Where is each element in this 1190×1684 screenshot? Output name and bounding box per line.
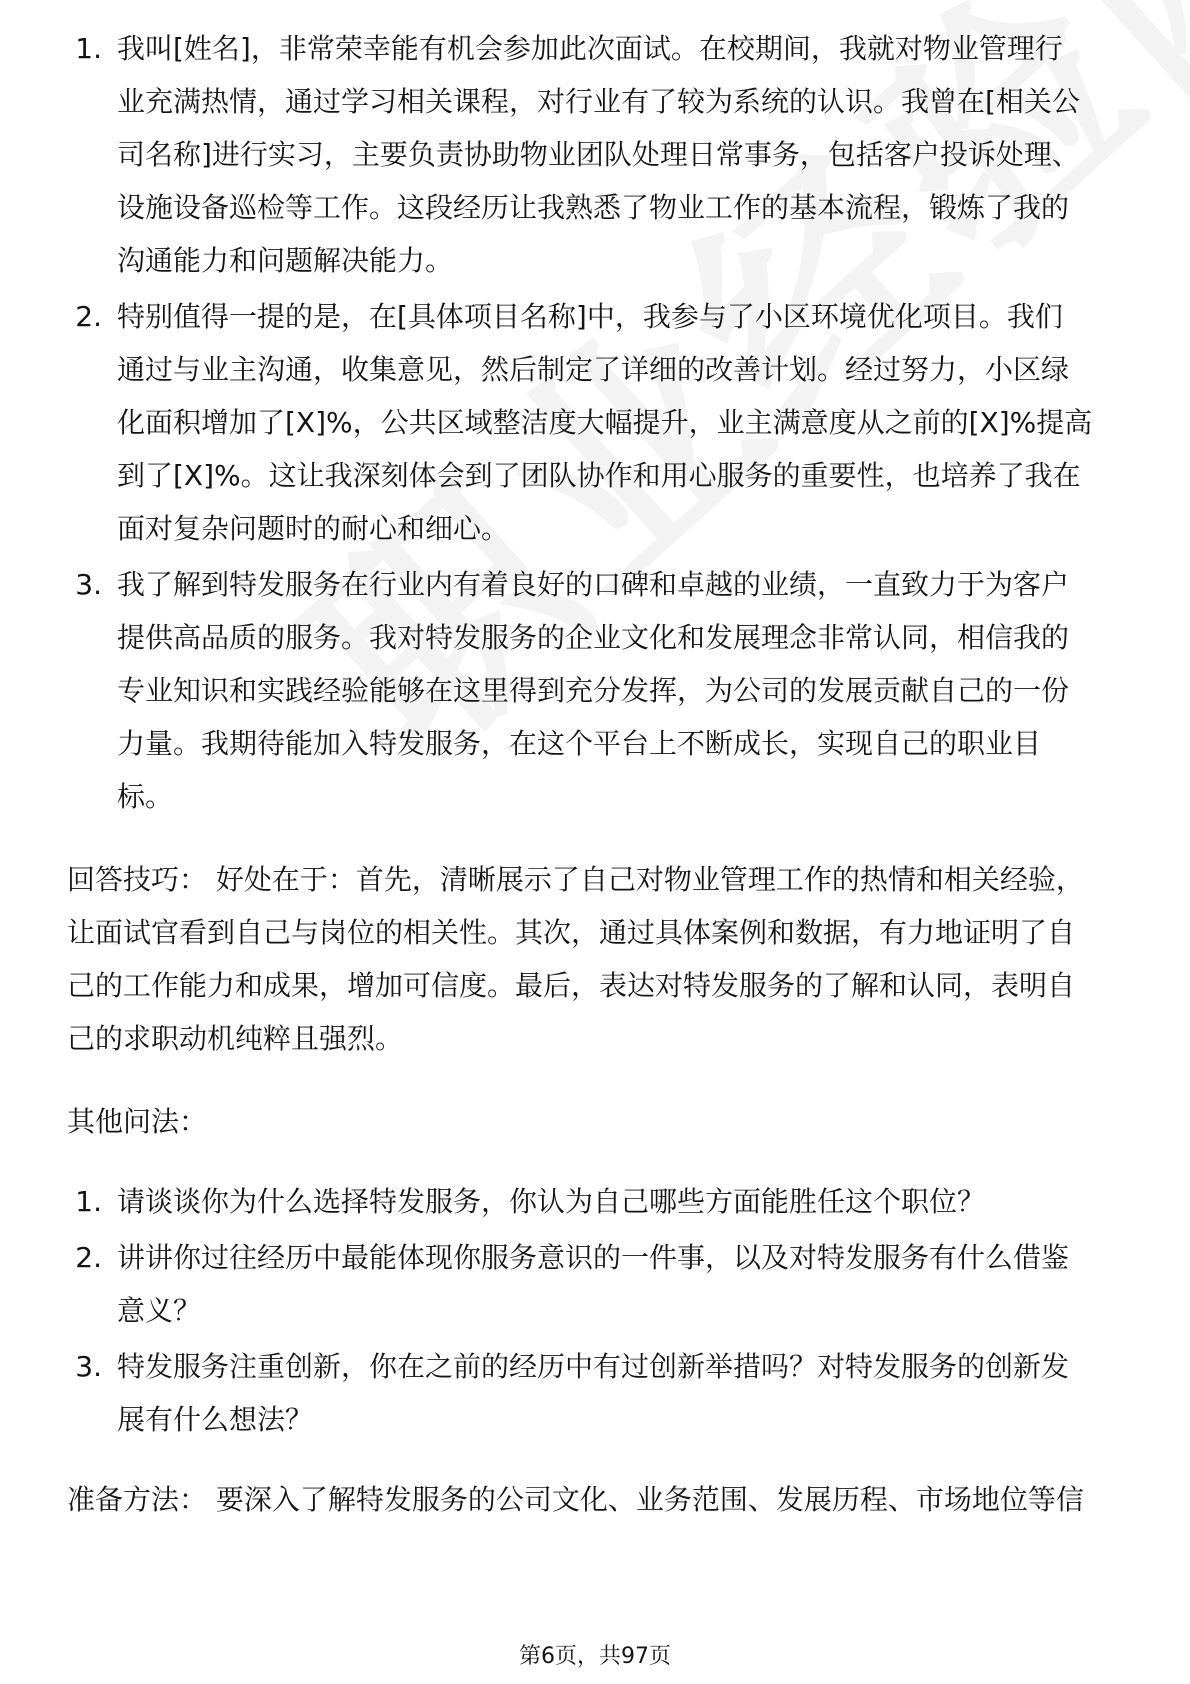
list-item-line: 设施设备巡检等工作。这段经历让我熟悉了物业工作的基本流程，锻炼了我的 (117, 191, 1070, 224)
list-item-number: 3. (75, 1350, 102, 1383)
list-item-line: 提供高品质的服务。我对特发服务的企业文化和发展理念非常认同，相信我的 (117, 621, 1070, 654)
page-number: 第6页，共97页 (519, 1644, 671, 1669)
tips-paragraph-line: 回答技巧： 好处在于：首先，清晰展示了自己对物业管理工作的热情和相关经验， (67, 863, 1084, 896)
list-item-line: 意义？ (117, 1294, 202, 1327)
list-item-number: 2. (75, 300, 102, 333)
list-item-line: 到了[X]%。这让我深刻体会到了团队协作和用心服务的重要性，也培养了我在 (117, 459, 1081, 492)
tips-paragraph-line: 让面试官看到自己与岗位的相关性。其次，通过具体案例和数据，有力地证明了自 (67, 916, 1076, 949)
list-item-number: 3. (75, 568, 102, 601)
list-item-line: 讲讲你过往经历中最能体现你服务意识的一件事，以及对特发服务有什么借鉴 (117, 1241, 1070, 1274)
list-item-number: 2. (75, 1241, 102, 1274)
list-item-line: 面对复杂问题时的耐心和细心。 (117, 512, 510, 545)
list-item-line: 特发服务注重创新，你在之前的经历中有过创新举措吗？对特发服务的创新发 (117, 1350, 1070, 1383)
list-item-line: 力量。我期待能加入特发服务，在这个平台上不断成长，实现自己的职业目 (117, 727, 1042, 760)
list-item-number: 1. (75, 1185, 102, 1218)
tips-paragraph-line: 己的工作能力和成果，增加可信度。最后，表达对特发服务的了解和认同，表明自 (67, 969, 1076, 1002)
list-item-line: 特别值得一提的是，在[具体项目名称]中，我参与了小区环境优化项目。我们 (117, 300, 1063, 333)
list-item-line: 司名称]进行实习，主要负责协助物业团队处理日常事务，包括客户投诉处理、 (117, 138, 1080, 171)
list-item-line: 沟通能力和问题解决能力。 (117, 244, 454, 277)
list-item-line: 专业知识和实践经验能够在这里得到充分发挥，为公司的发展贡献自己的一份 (117, 674, 1070, 707)
tips-paragraph-line: 己的求职动机纯粹且强烈。 (67, 1022, 404, 1055)
list-item-line: 化面积增加了[X]%，公共区域整洁度大幅提升，业主满意度从之前的[X]%提高 (117, 406, 1093, 439)
list-item-line: 业充满热情，通过学习相关课程，对行业有了较为系统的认识。我曾在[相关公 (117, 85, 1080, 118)
list-item-line: 我了解到特发服务在行业内有着良好的口碑和卓越的业绩，一直致力于为客户 (117, 568, 1070, 601)
list-item-line: 标。 (117, 780, 174, 813)
list-item-number: 1. (75, 32, 102, 65)
list-item-line: 我叫[姓名]，非常荣幸能有机会参加此次面试。在校期间，我就对物业管理行 (117, 32, 1063, 65)
list-item-line: 展有什么想法？ (117, 1403, 314, 1436)
prep-paragraph-line: 准备方法： 要深入了解特发服务的公司文化、业务范围、发展历程、市场地位等信 (67, 1483, 1084, 1516)
list-item-line: 请谈谈你为什么选择特发服务，你认为自己哪些方面能胜任这个职位？ (117, 1185, 986, 1218)
other-questions-heading: 其他问法： (67, 1105, 208, 1138)
list-item-line: 通过与业主沟通，收集意见，然后制定了详细的改善计划。经过努力，小区绿 (117, 353, 1070, 386)
